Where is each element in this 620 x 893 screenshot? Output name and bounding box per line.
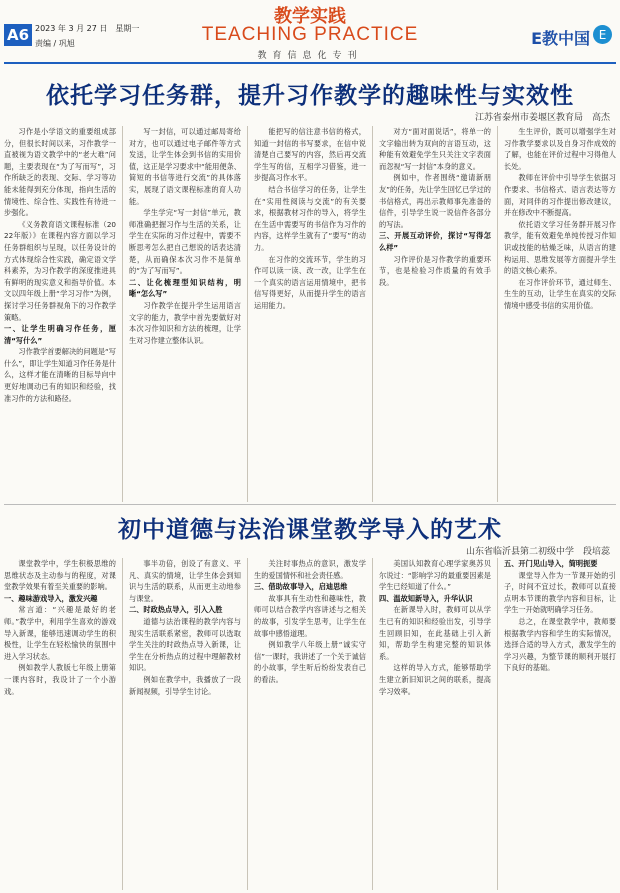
text-column — [129, 558, 241, 890]
paragraph: 学生学完“写一封信”单元，教师准确把握习作与生活的关系，让学生在实际的习作过程中，需要不断思考怎么把自己想说的话表达清楚，从而确保本次习作不是简单的“为了写而写”。 — [129, 208, 241, 276]
article-divider — [4, 504, 616, 505]
paragraph: 在新课导入时，教师可以从学生已有的知识和经验出发，引导学生回顾旧知，在此基础上引入新知，帮助学生构建完整的知识体系。 — [379, 605, 491, 661]
section-heading: 四、温故知新导入，升华认识 — [379, 593, 473, 603]
text-column — [4, 126, 116, 502]
text-column — [254, 126, 366, 502]
article1-title: 依托学习任务群，提升习作教学的趣味性与实效性 — [46, 83, 574, 109]
section-heading: 二、让化梳理型知识结构，明晰“怎么写” — [129, 277, 241, 299]
article2-byline: 山东省临沂县第二初级中学 段培蕊 — [465, 547, 610, 557]
section-title-cn: 教学实践 — [274, 6, 346, 27]
text-column — [4, 558, 116, 890]
paragraph: 关注时事热点的意识，激发学生的爱国情怀和社会责任感。 — [254, 559, 366, 580]
column-rule — [497, 126, 498, 502]
paragraph: 总之，在课堂教学中，教师要根据教学内容和学生的实际情况，选择合适的导入方式，激发学生的学习兴趣，为整节课的顺利开展打下良好的基础。 — [504, 616, 616, 673]
paragraph: 道德与法治课程的教学内容与现实生活联系紧密，教师可以选取学生关注的时政热点导入新课，让学生在分析热点的过程中理解教材知识。 — [129, 616, 241, 673]
paragraph: 例如在教学中，我播放了一段新闻视频，引导学生讨论。 — [129, 674, 241, 696]
text-column — [129, 126, 241, 502]
column-rule — [372, 558, 373, 890]
section-heading: 三、借助故事导入，启迪思维 — [254, 582, 348, 592]
issue-date: 2023 年 3 月 27 日 星期一 — [35, 24, 140, 33]
paragraph: 常言道：“兴趣是最好的老师。”教学中，利用学生喜欢的游戏导入新课，能够迅速调动学生的积极性，让学生在轻松愉快的氛围中进入学习状态。 — [4, 605, 116, 661]
paragraph: 习作教学在提升学生运用语言文字的能力，教学中首先要做好对本次习作知识和方法的梳理，让学生对习作建立整体认识。 — [129, 300, 241, 345]
column-rule — [247, 558, 248, 890]
paragraph: 课堂导入作为一节课开始的引子，时间不宜过长，教师可以直接点明本节课的教学内容和目标，让学生一开始就明确学习任务。 — [504, 570, 616, 615]
paragraph: 课堂教学中，学生积极思维的思维状态及主动参与的程度，对课堂教学效果有着至关重要的影响。 — [4, 559, 116, 592]
column-rule — [372, 126, 373, 502]
logo-mark-icon: E — [593, 25, 612, 44]
article1-byline: 江苏省泰州市姜堰区教育局 高杰 — [474, 113, 610, 123]
text-column — [504, 126, 616, 502]
paragraph: 例如教学人教版七年级上册第一课内容时，我设计了一个小游戏。 — [4, 663, 116, 696]
text-column — [379, 126, 491, 502]
column-rule — [122, 558, 123, 890]
text-column — [254, 558, 366, 890]
paragraph: 习作教学首要解决的问题是“写什么”，即让学生知道习作任务是什么，这样才能在清晰的目标导向中更好地调动已有的知识和经验，找准习作的方法和路径。 — [4, 347, 116, 403]
paragraph: 这样的导入方式，能够帮助学生建立新旧知识之间的联系，提高学习效率。 — [379, 663, 491, 696]
column-rule — [247, 126, 248, 502]
paragraph: 对方“面对面说话”，将单一的文字输出转为双向的言语互动，这种能有效避免学生只关注文字表面而忽视“写一封信”本身的意义。 — [379, 127, 491, 171]
paragraph: 在习作的交流环节，学生的习作可以读一读、改一改，让学生在一个真实的语言运用情境中，把书信写得更好，从而提升学生的语言运用能力。 — [254, 254, 366, 310]
paragraph: 习作是小学语文的重要组成部分，但很长时间以来，习作教学一直被视为语文教学中的“老大难”问题，主要表现在“为了写而写”，习作所缺乏的表现、交际、学习等功能未能得到充分体现，指向生活的情境性、综合性、实践性有待进一步强化。 — [4, 127, 116, 218]
paragraph: 事半功倍，创设了有意义、平凡、真实的情境，让学生体会到知识与生活的联系，从而更主动地参与课堂。 — [129, 559, 241, 603]
text-column — [504, 558, 616, 890]
text-column — [379, 558, 491, 890]
column-rule — [497, 558, 498, 890]
article2-title: 初中道德与法治课堂教学导入的艺术 — [118, 517, 502, 543]
publication-logo: E教中国 — [531, 29, 590, 48]
paragraph: 美国认知教育心理学家奥苏贝尔说过：“影响学习的最重要因素是学生已经知道了什么。” — [379, 559, 491, 592]
header-divider — [4, 62, 616, 64]
paragraph: 生生评价，既可以增强学生对习作教学要求以及自身习作成效的了解，也能在评价过程中习得他人长处。 — [504, 127, 616, 171]
paragraph: 故事具有生动性和趣味性，教师可以结合教学内容讲述与之相关的故事，引发学生思考，让学生在故事中感悟道理。 — [254, 593, 366, 638]
paragraph: 教师在评价中引导学生依据习作要求、书信格式、语言表达等方面，对同伴的习作提出修改建议，并在修改中不断提高。 — [504, 173, 616, 218]
article1-body — [4, 126, 616, 502]
paragraph: 能把写的信注意书信的格式，知道一封信的书写要求，在信中说清楚自己要写的内容，然后再交流学生写的信，互相学习借鉴，进一步提高习作水平。 — [254, 127, 366, 183]
editor-credit: 责编 / 巩旭 — [35, 39, 75, 48]
section-heading: 二、时政热点导入，引入入胜 — [129, 605, 223, 615]
section-subtitle: 教育信息化专刊 — [257, 51, 363, 61]
paragraph: 习作评价是习作教学的重要环节，也是检验习作质量的有效手段。 — [379, 254, 491, 287]
column-rule — [122, 126, 123, 502]
paragraph: 《义务教育语文课程标准（2022年版）》在课程内容方面以学习任务群组织与呈现，以任务设计的方式体现综合性实践，确定语文学科素养，为习作教学的深度推进具有鲜明的现实意义和指导价值。本文以四年级上册“学习习作”为例，探讨学习任务群视角下的习作教学策略。 — [4, 219, 116, 322]
paragraph: 在习作评价环节，通过师生、生生的互动，让学生在真实的交际情境中感受书信的实用价值。 — [504, 277, 616, 310]
paragraph: 写一封信，可以通过邮局寄给对方，也可以通过电子邮件等方式发送，让学生体会到书信的实用价值，这正是学习要求中“能用便条、简短的书信等进行交流”的具体落实，展现了语文课程标准的育人功能。 — [129, 127, 241, 206]
paragraph: 例如教学八年级上册“诚实守信”一课时，我讲述了一个关于诚信的小故事，学生听后纷纷发表自己的看法。 — [254, 640, 366, 684]
page-number: A6 — [4, 24, 32, 46]
section-title-en: TEACHING PRACTICE — [201, 24, 419, 45]
section-heading: 一、趣味游戏导入，激发兴趣 — [4, 593, 98, 603]
article2-body — [4, 558, 616, 890]
section-heading: 五、开门见山导入，简明扼要 — [504, 559, 598, 568]
paragraph: 结合书信学习的任务，让学生在“实用性阅读与交流”的有关要求，根据教材习作的导入，将学生在生活中需要写的书信作为习作的内容，这样学生就有了“要写”的动力。 — [254, 184, 366, 252]
section-heading: 三、开展互动评价，探讨“写得怎么样” — [379, 231, 491, 252]
paragraph: 依托语文学习任务群开展习作教学，能有效避免单纯传授习作知识或技能的枯燥乏味，从语言的建构运用、思维发展等方面提升学生的语文核心素养。 — [504, 219, 616, 276]
section-heading: 一、让学生明确习作任务，厘清“写什么” — [4, 324, 116, 345]
paragraph: 例如中，作者围绕“邀请新朋友”的任务，先让学生回忆已学过的书信格式，再出示教师事先准备的信件，引导学生说一说信件各部分的写法。 — [379, 173, 491, 229]
